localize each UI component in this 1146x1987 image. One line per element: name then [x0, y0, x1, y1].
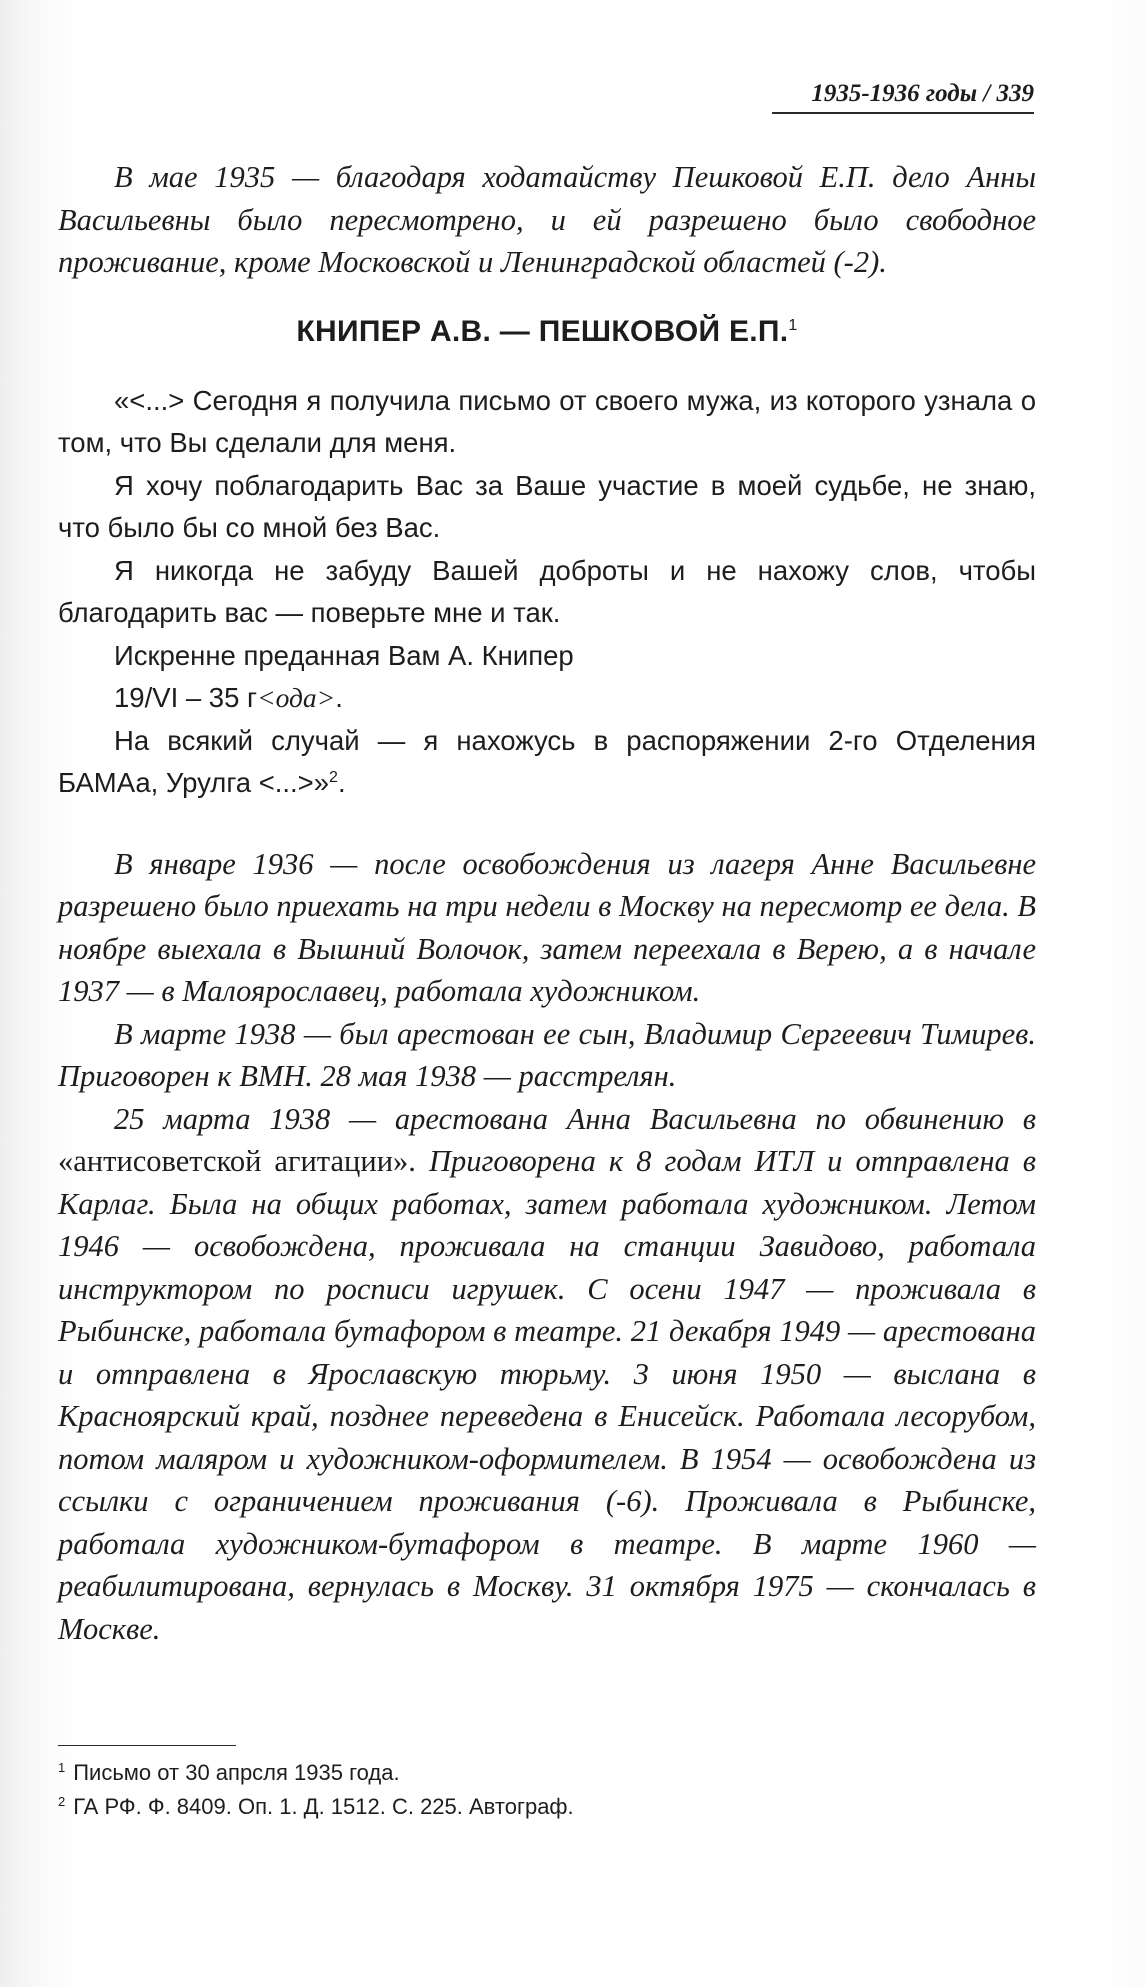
- bio-paragraph-3-quote: «антисоветской агитации».: [58, 1144, 416, 1178]
- letter-body: [58, 380, 1036, 805]
- intro-paragraph: В мае 1935 — благодаря ходатайству Пешковой Е.П. дело Анны Васильевны было пересмотрено, и ей разрешено было свободное проживание, кроме Московской и Ленинградской областей (-2).: [58, 160, 1036, 279]
- letter-date-italic: <ода>: [257, 682, 336, 713]
- letter-title: [58, 312, 1036, 352]
- page-content: [58, 78, 1036, 1650]
- letter-paragraph-4-text: На всякий случай — я нахожусь в распоряжении 2-го Отделения БАМАа, Урулга <...>»: [58, 724, 1036, 798]
- running-head: 1935-1936 годы / 339: [772, 78, 1034, 114]
- letter-date-text: 19/VI – 35 г: [114, 682, 258, 713]
- letter-paragraph-4-note-ref: 2: [329, 768, 338, 786]
- bio-paragraph-3-part-1: 25 марта 1938 — арестована Анна Васильевна по обвинению в: [114, 1101, 1036, 1136]
- running-head-row: [58, 78, 1034, 114]
- footnote-2: [58, 1790, 1036, 1824]
- footnotes: [58, 1745, 1036, 1824]
- bio-paragraph-2: В марте 1938 — был арестован ее сын, Владимир Сергеевич Тимирев. Приговорен к ВМН. 28 мая 1938 — расстрелян.: [58, 1016, 1036, 1093]
- bio-paragraph-1: В январе 1936 — после освобождения из лагеря Анне Васильевне разрешено было приехать на три недели в Москву на пересмотр ее дела. В ноябре выехала в Вышний Волочок, затем переехала в Верею, а в начале 1937 — в Малоярославец, работала художником.: [58, 846, 1036, 1008]
- footnote-divider: [58, 1745, 236, 1746]
- footnote-1-number: 1: [58, 1759, 66, 1775]
- letter-signature: Искренне преданная Вам А. Книпер: [114, 639, 574, 671]
- footnote-1: [58, 1756, 1036, 1790]
- footnote-2-number: 2: [58, 1793, 66, 1809]
- bio-paragraph-3-part-2: Приговорена к 8 годам ИТЛ и отправлена в Карлаг. Была на общих работах, затем работала художником. Летом 1946 — освобождена, проживала на станции Завидово, работала инструктором по росписи игрушек. С осени 1947 — проживала в Рыбинске, работала бутафором в театре. 21 декабря 1949 — арестована и отправлена в Ярославскую тюрьму. 3 июня 1950 — выслана в Красноярский край, позднее переведена в Енисейск. Работала лесорубом, потом маляром и художником-оформителем. В 1954 — освобождена из ссылки с ограничением проживания (-6). Проживала в Рыбинске, работала художником-бутафором в театре. В марте 1960 — реабилитирована, вернулась в Москву. 31 октября 1975 — скончалась в Москве.: [58, 1144, 1036, 1646]
- letter-paragraph-1: «<...> Сегодня я получила письмо от своего мужа, из которого узнала о том, что Вы сделали для меня.: [58, 384, 1036, 458]
- footnote-2-text: ГА РФ. Ф. 8409. Оп. 1. Д. 1512. С. 225. Автограф.: [73, 1794, 574, 1819]
- footnote-1-text: Письмо от 30 апрсля 1935 года.: [73, 1760, 400, 1785]
- letter-paragraph-4-suffix: .: [337, 767, 346, 798]
- letter-date-suffix: .: [335, 682, 343, 713]
- bio-paragraph-3: [58, 1098, 1036, 1651]
- letter-date: [58, 677, 1036, 720]
- letter-paragraph-2: Я хочу поблагодарить Вас за Ваше участие в моей судьбе, не знаю, что было бы со мной без Вас.: [58, 469, 1036, 543]
- letter-title-text: КНИПЕР А.В. — ПЕШКОВОЙ Е.П.: [296, 314, 789, 348]
- letter-paragraph-3: Я никогда не забуду Вашей доброты и не нахожу слов, чтобы благодарить вас — поверьте мне и так.: [58, 554, 1036, 628]
- letter-paragraph-4: [58, 720, 1036, 805]
- letter-title-note-ref: 1: [788, 316, 798, 334]
